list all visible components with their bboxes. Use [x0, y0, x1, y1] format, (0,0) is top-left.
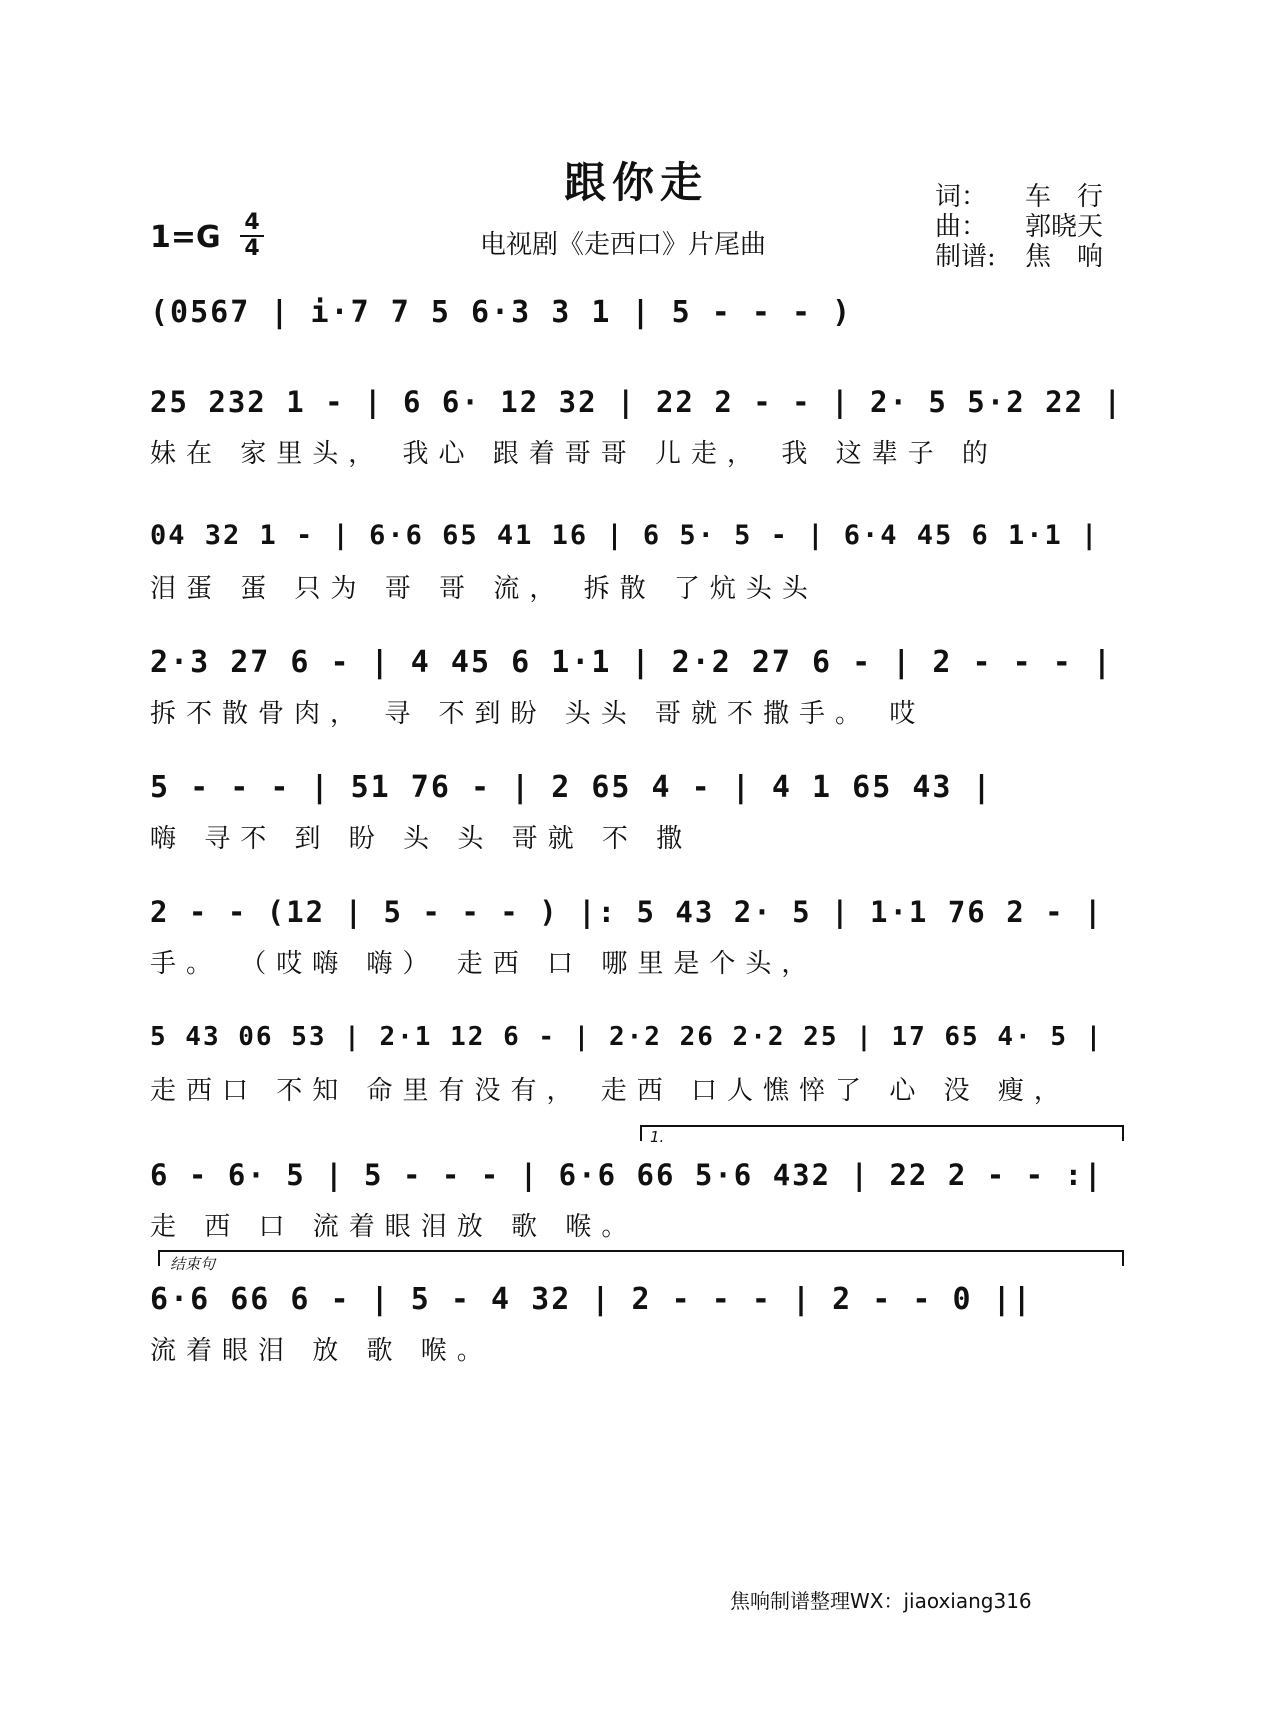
notation: 25 232 1 - | 6 6· 12 32 | 22 2 - - | 2· 5 5·2 22 |	[150, 385, 1123, 419]
first-ending-label: 1.	[650, 1128, 665, 1146]
lyrics: 拆不散骨肉， 寻 不到盼 头头 哥就不撒手。 哎	[150, 699, 926, 729]
notation: 2·3 27 6 - | 4 45 6 1·1 | 2·2 27 6 - | 2 - - - |	[150, 645, 1113, 680]
subtitle: 电视剧《走西口》片尾曲	[480, 230, 767, 260]
key-signature: 1=G	[150, 220, 221, 255]
time-denominator: 4	[244, 236, 260, 261]
lyrics: 泪蛋 蛋 只为 哥 哥 流， 拆散 了炕头头	[150, 574, 818, 604]
credit-label: 词：	[935, 182, 988, 212]
credit-label: 制谱:	[935, 242, 996, 272]
credit-name: 车 行	[1025, 182, 1104, 212]
time-numerator: 4	[244, 210, 260, 235]
credit-label: 曲：	[935, 212, 988, 242]
notation: 5 43 06 53 | 2·1 12 6 - | 2·2 26 2·2 25 | 17 65 4· 5 |	[150, 1022, 1104, 1052]
time-signature	[240, 212, 264, 260]
notation: 5 - - - | 51 76 - | 2 65 4 - | 4 1 65 43 |	[150, 770, 993, 805]
lyrics: 流着眼泪 放 歌 喉。	[150, 1336, 493, 1366]
first-ending-bracket	[640, 1125, 1124, 1141]
coda-bracket	[158, 1250, 1124, 1266]
credit-name: 焦 响	[1025, 242, 1104, 272]
credit-name: 郭晓天	[1025, 212, 1104, 242]
lyrics: 走 西 口 流着眼泪放 歌 喉。	[150, 1212, 638, 1242]
lyrics: 嗨 寻不 到 盼 头 头 哥就 不 撒	[150, 824, 693, 854]
lyrics: 妹在 家里头， 我心 跟着哥哥 儿走， 我 这辈子 的	[150, 439, 998, 469]
transcriber-footer: 焦响制谱整理WX：jiaoxiang316	[730, 1589, 1032, 1613]
credit-transcriber	[935, 236, 1103, 273]
notation: 04 32 1 - | 6·6 65 41 16 | 6 5· 5 - | 6·4 45 6 1·1 |	[150, 520, 1100, 551]
lyrics: 手。 （哎嗨 嗨） 走西 口 哪里是个头，	[150, 949, 818, 979]
lyrics: 走西口 不知 命里有没有， 走西 口人憔悴了 心 没 瘦，	[150, 1076, 1070, 1106]
song-title: 跟你走	[563, 158, 708, 207]
coda-label: 结束句	[170, 1255, 216, 1273]
notation: 6 - 6· 5 | 5 - - - | 6·6 66 5·6 432 | 22 2 - - :|	[150, 1158, 1104, 1192]
notation: (0567 | i·7 7 5 6·3 3 1 | 5 - - - )	[150, 295, 853, 330]
notation: 2 - - (12 | 5 - - - ) |: 5 43 2· 5 | 1·1 76 2 - |	[150, 895, 1104, 929]
notation: 6·6 66 6 - | 5 - 4 32 | 2 - - - | 2 - - 0 ||	[150, 1282, 1033, 1317]
